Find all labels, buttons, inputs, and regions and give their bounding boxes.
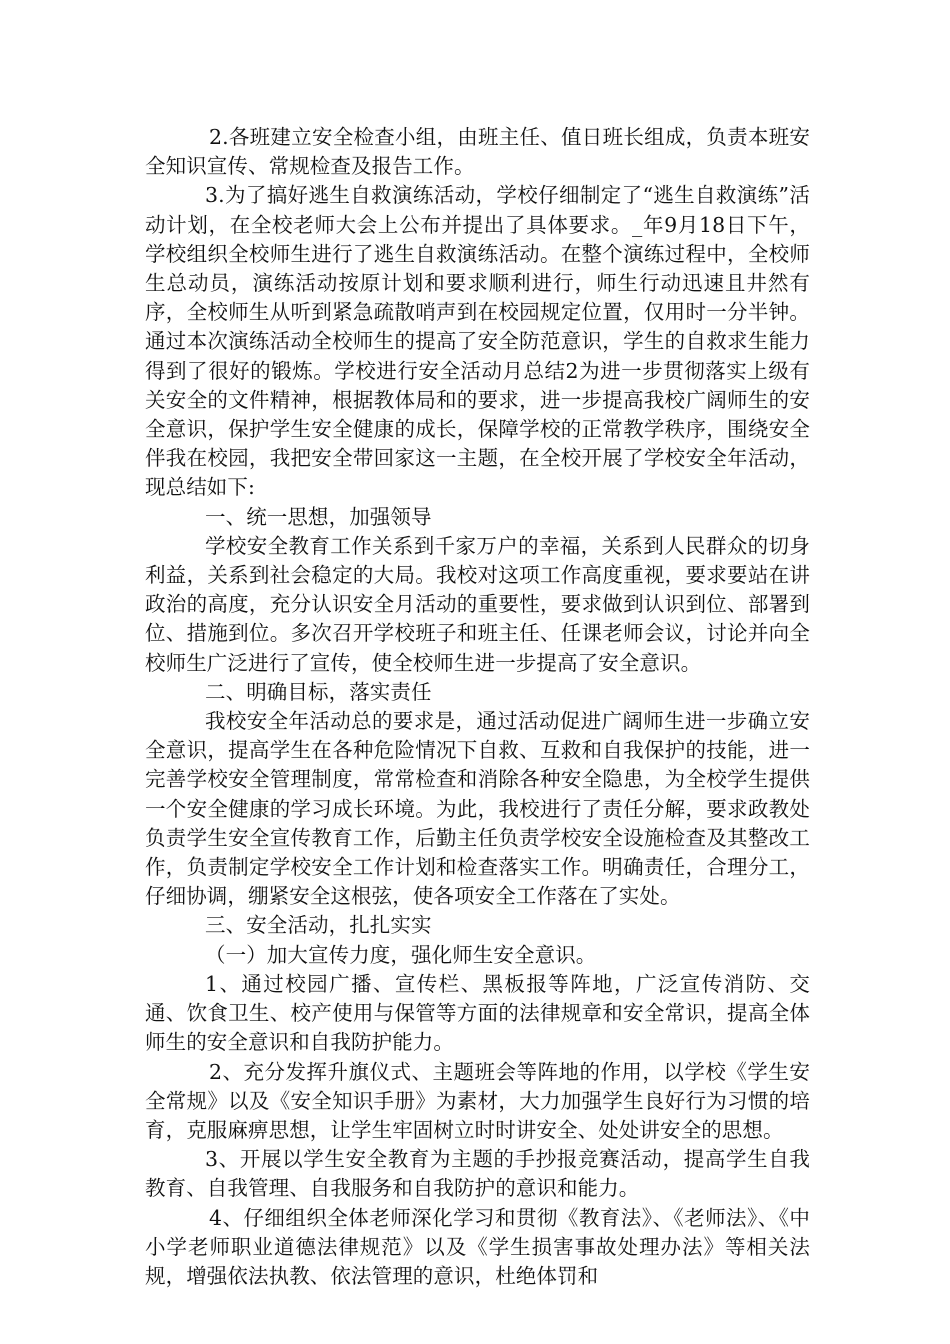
paragraph-item-3: 3、开展以学生安全教育为主题的手抄报竞赛活动，提高学生自我教育、自我管理、自我服务和自我防护的意识和能力。 [145, 1147, 810, 1201]
heading-unify-thinking: 一、统一思想，加强领导 [205, 504, 432, 529]
subheading-publicity: （一）加大宣传力度，强化师生安全意识。 [205, 942, 597, 967]
paragraph-escape-drill: 3.为了搞好逃生自救演练活动，学校仔细制定了“逃生自救演练”活动计划，在全校老师大会上公布并提出了具体要求。_年9月18日下午，学校组织全校师生进行了逃生自救演练活动。在整个演练过程中，全校师生总动员，演练活动按原计划和要求顺利进行，师生行动迅速且井然有序，全校师生从听到紧急疏散哨声到在校园规定位置，仅用时一分半钟。通过本次演练活动全校师生的提高了安全防范意识，学生的自救求生能力得到了很好的锻炼。学校进行安全活动月总结2为进一步贯彻落实上级有关安全的文件精神，根据教体局和的要求，进一步提高我校广阔师生的安全意识，保护学生安全健康的成长，保障学校的正常教学秩序，围绕安全伴我在校园，我把安全带回家这一主题，在全校开展了学校安全年活动，现总结如下: [145, 183, 810, 500]
paragraph-item-1: 1、通过校园广播、宣传栏、黑板报等阵地，广泛宣传消防、交通、饮食卫生、校产使用与保管等方面的法律规章和安全常识，提高全体师生的安全意识和自我防护能力。 [145, 971, 810, 1055]
paragraph-class-safety-group: 2.各班建立安全检查小组，由班主任、值日班长组成，负责本班安全知识宣传、常规检查及报告工作。 [145, 125, 810, 179]
paragraph-item-4: 4、仔细组织全体老师深化学习和贯彻《教育法》、《老师法》、《中小学老师职业道德法律规范》以及《学生损害事故处理办法》等相关法规，增强依法执教、依法管理的意识，杜绝体罚和 [145, 1205, 810, 1288]
paragraph-activity-requirements: 我校安全年活动总的要求是，通过活动促进广阔师生进一步确立安全意识，提高学生在各种危险情况下自救、互救和自我保护的技能，进一完善学校安全管理制度，常常检查和消除各种安全隐患，为全校学生提供一个安全健康的学习成长环境。为此，我校进行了责任分解，要求政教处负责学生安全宣传教育工作，后勤主任负责学校安全设施检查及其整改工作，负责制定学校安全工作计划和检查落实工作。明确责任，合理分工，仔细协调，绷紧安全这根弦，使各项安全工作落在了实处。 [145, 709, 810, 909]
paragraph-item-2: 2、充分发挥升旗仪式、主题班会等阵地的作用，以学校《学生安全常规》以及《安全知识手册》为素材，大力加强学生良好行为习惯的培育，克服麻痹思想，让学生牢固树立时时讲安全、处处讲安全的思想。 [145, 1059, 810, 1142]
document-body [145, 123, 810, 1291]
paragraph-safety-education-importance: 学校安全教育工作关系到千家万户的幸福，关系到人民群众的切身利益，关系到社会稳定的大局。我校对这项工作高度重视，要求要站在讲政治的高度，充分认识安全月活动的重要性，要求做到认识到位、部署到位、措施到位。多次召开学校班子和班主任、任课老师会议，讨论并向全校师生广泛进行了宣传，使全校师生进一步提高了安全意识。 [145, 533, 810, 675]
heading-clarify-goals: 二、明确目标，落实责任 [205, 679, 432, 704]
heading-safety-activities: 三、安全活动，扎扎实实 [205, 913, 432, 938]
